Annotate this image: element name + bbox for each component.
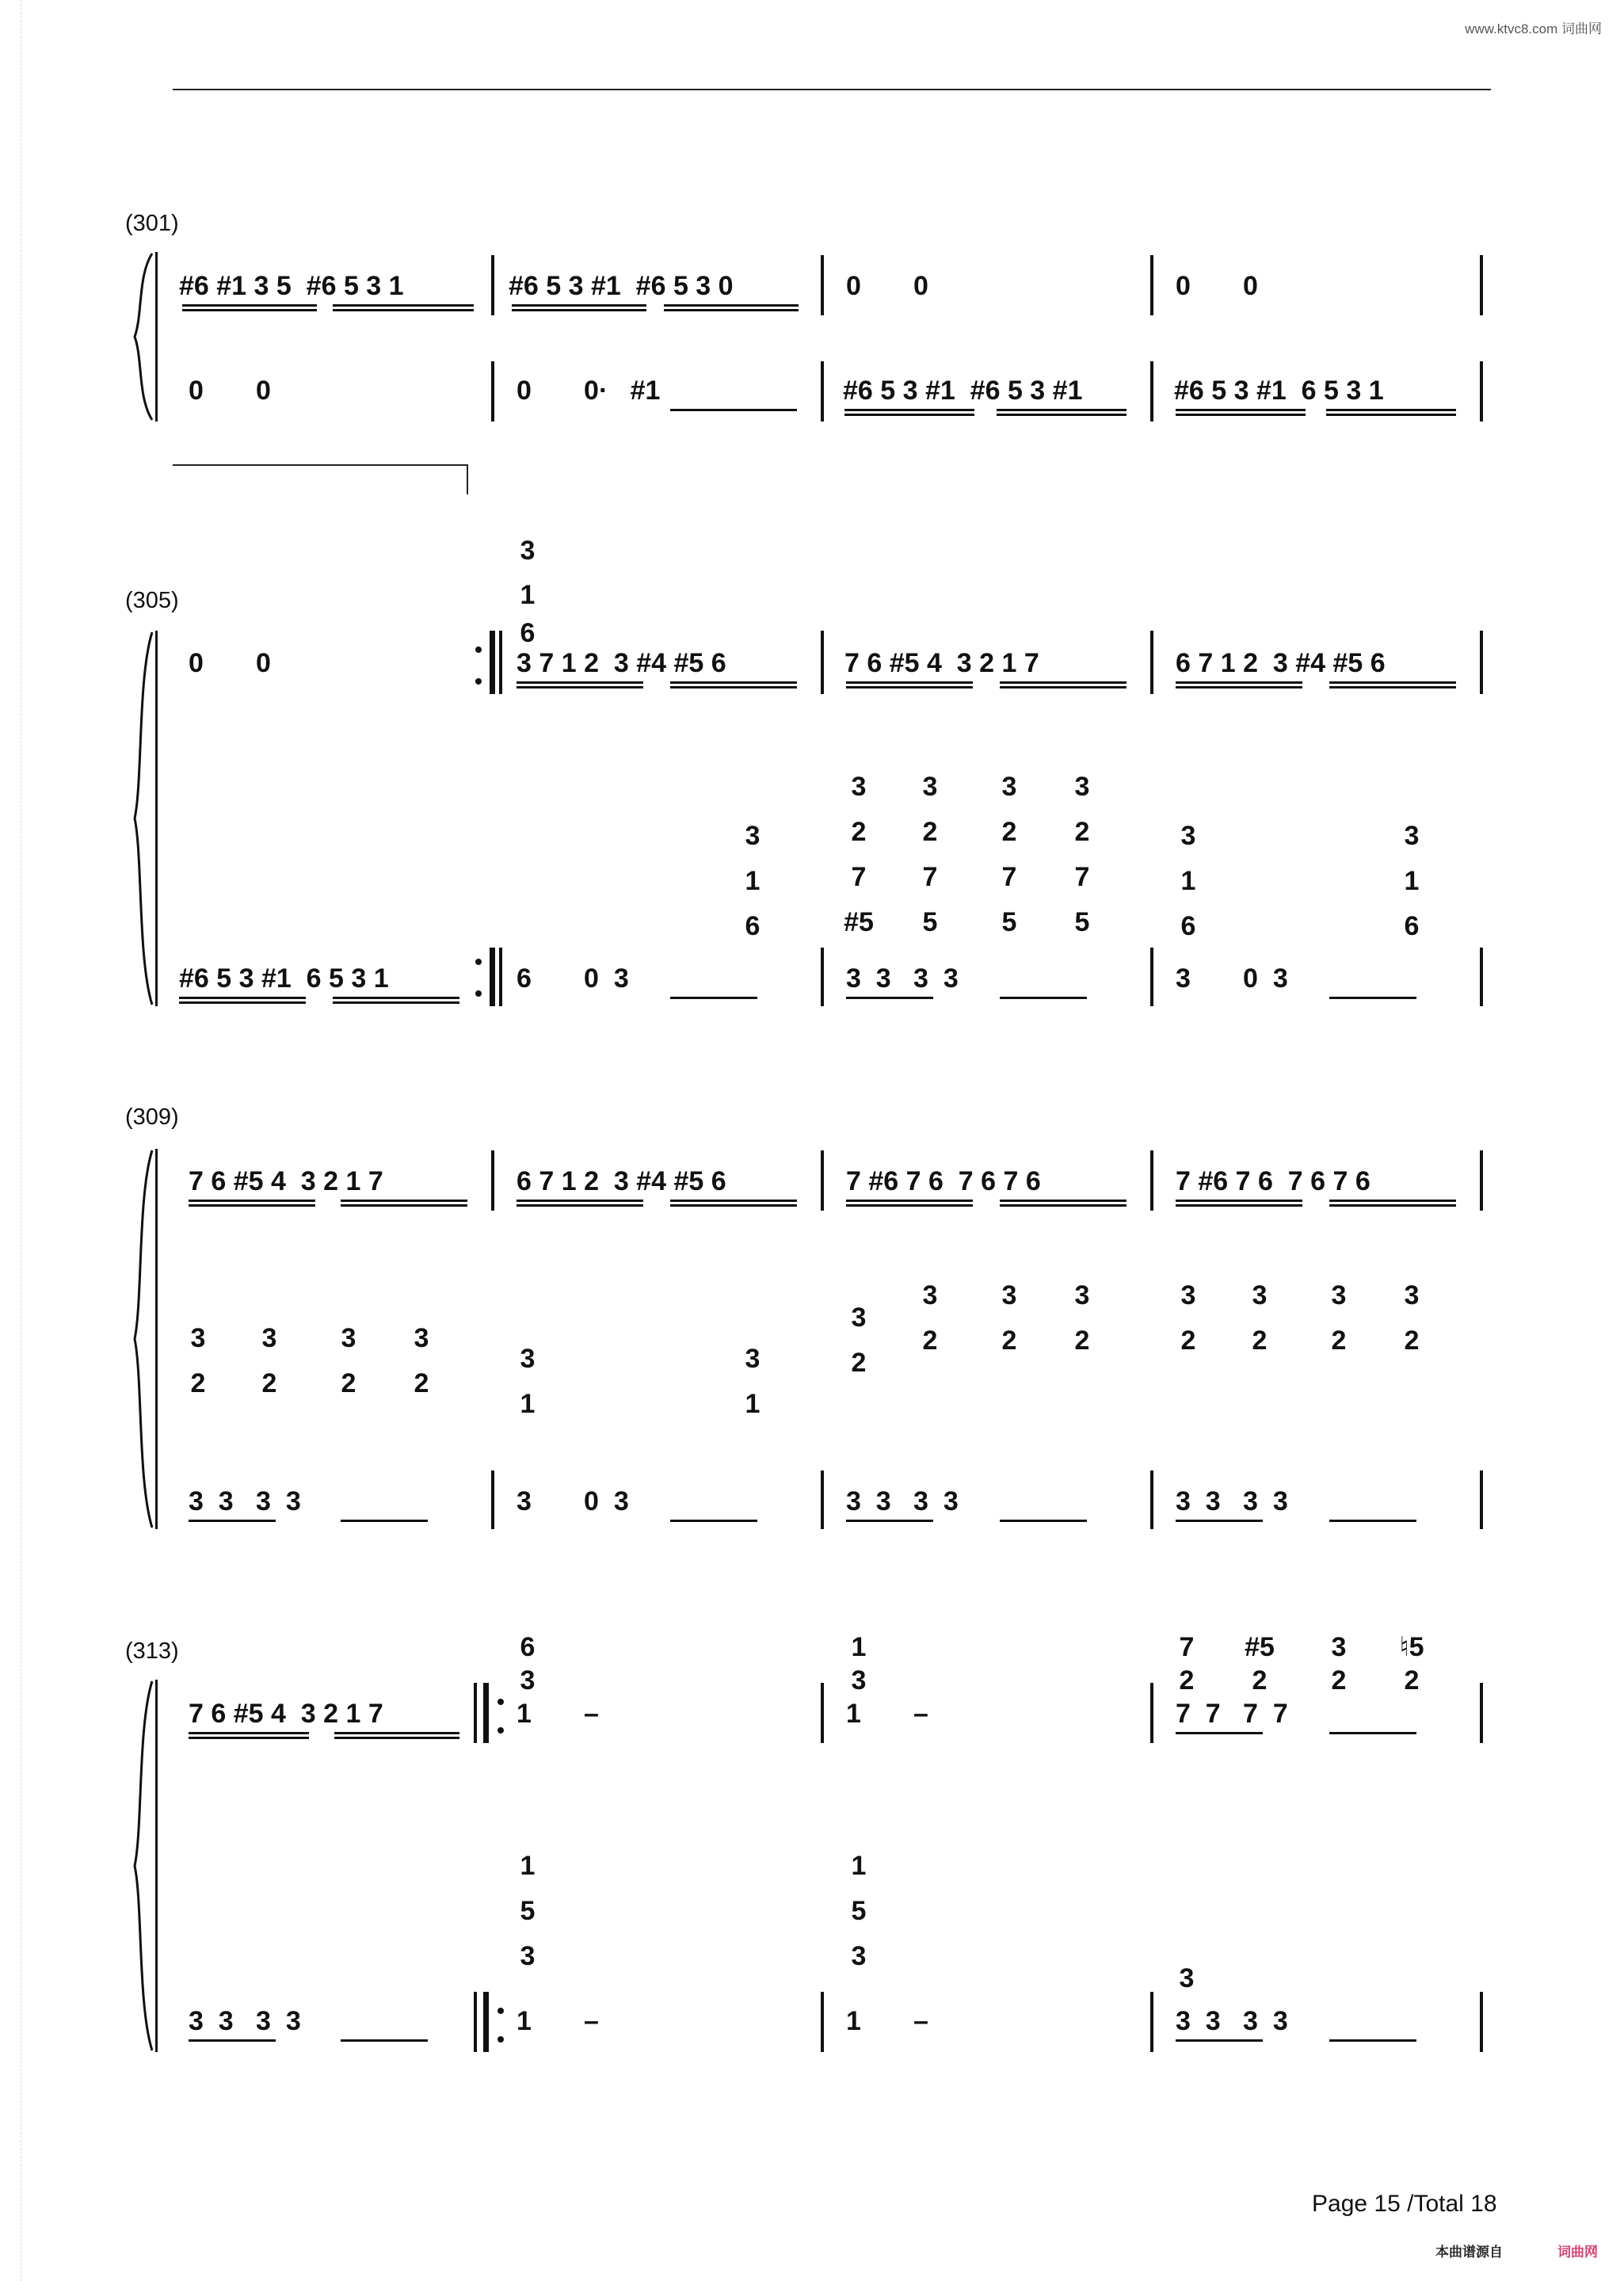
repeat-start-barline	[483, 1683, 489, 1743]
lower-measure-304: #6 5 3 #1 6 5 3 1	[1174, 376, 1384, 406]
lower-chord: 3 2 7 5	[1001, 772, 1017, 937]
beam	[517, 1204, 643, 1207]
barline	[1150, 1470, 1153, 1529]
system-brace	[132, 1149, 155, 1529]
beam	[1176, 1200, 1302, 1202]
barline	[1150, 361, 1153, 421]
beam	[333, 304, 474, 307]
upper-measure-312: 7 #6 7 6 7 6 7 6	[1176, 1166, 1370, 1196]
system-brace	[132, 631, 155, 1006]
lower-chord: 3 2	[1404, 1280, 1420, 1356]
lower-measure-305: #6 5 3 #1 6 5 3 1	[179, 963, 389, 994]
beam	[1176, 2039, 1263, 2042]
measure-number: (309)	[125, 1104, 179, 1130]
source-brand-logo: 词曲网	[1557, 2245, 1598, 2260]
barline	[1480, 255, 1483, 315]
beam	[189, 1732, 309, 1734]
beam	[846, 1520, 933, 1522]
barline	[1150, 1150, 1153, 1211]
upper-chord: 7 2	[1179, 1632, 1195, 1695]
barline	[1150, 631, 1153, 694]
barline	[821, 1470, 824, 1529]
upper-measure-306: 3 7 1 2 3 #4 #5 6	[517, 648, 726, 678]
beam	[1329, 681, 1456, 684]
beam	[1000, 997, 1087, 999]
lower-measure-308: 3 0 3	[1176, 963, 1288, 994]
beam	[341, 2039, 428, 2042]
repeat-dot	[475, 959, 482, 965]
beam	[1329, 997, 1416, 999]
repeat-dot	[475, 678, 482, 685]
barline	[474, 1683, 477, 1743]
barline	[1480, 948, 1483, 1006]
lower-chord: 3 2	[414, 1323, 429, 1398]
beam	[670, 1200, 797, 1202]
source-note: 本曲谱源自	[1435, 2245, 1503, 2260]
beam	[333, 1001, 459, 1004]
beam	[1326, 409, 1456, 411]
beam	[846, 1204, 973, 1207]
beam	[512, 309, 646, 311]
barline	[491, 255, 494, 315]
upper-chord: 3 2	[1331, 1632, 1347, 1695]
lower-measure-307: 3 3 3 3	[846, 963, 959, 994]
beam	[1000, 681, 1127, 684]
barline	[1480, 1150, 1483, 1211]
lower-chord: 3 2	[190, 1323, 206, 1398]
upper-measure-303: 0 0	[846, 271, 928, 301]
barline	[1150, 1683, 1153, 1743]
barline	[1480, 1470, 1483, 1529]
repeat-dot	[497, 2036, 504, 2043]
lower-measure-302: 0 0· #1	[517, 376, 661, 406]
lower-measure-301: 0 0	[189, 376, 271, 406]
beam	[670, 409, 797, 411]
top-rule	[173, 89, 1491, 90]
beam	[182, 304, 317, 307]
beam	[1000, 1200, 1127, 1202]
beam	[334, 1737, 459, 1739]
repeat-dot	[475, 990, 482, 997]
beam	[664, 304, 799, 307]
lower-chord: 3	[1179, 1963, 1195, 1993]
beam	[670, 681, 797, 684]
barline	[821, 361, 824, 421]
upper-measure-315: 1 –	[846, 1699, 928, 1729]
barline	[821, 1683, 824, 1743]
system-brace	[132, 1680, 155, 2052]
measure-number: (305)	[125, 588, 179, 613]
beam	[189, 1737, 309, 1739]
beam	[846, 681, 973, 684]
beam	[1176, 414, 1306, 416]
lower-chord: 1 5 3	[851, 1851, 867, 1971]
beam	[664, 309, 799, 311]
measure-number: (301)	[125, 211, 179, 236]
barline	[1150, 255, 1153, 315]
lower-chord: 3 2	[1074, 1280, 1090, 1356]
upper-measure-314: 1 –	[517, 1699, 599, 1729]
beam	[179, 997, 306, 999]
barline	[491, 1150, 494, 1211]
beam	[182, 309, 317, 311]
lower-measure-311: 3 3 3 3	[846, 1486, 959, 1516]
measure-number: (313)	[125, 1638, 179, 1664]
repeat-dot	[475, 647, 482, 653]
barline	[1150, 1992, 1153, 2052]
beam	[333, 997, 459, 999]
page-edge-strip	[0, 0, 21, 2281]
upper-chord-305: 3 1 6	[520, 536, 536, 648]
beam	[670, 997, 757, 999]
lower-measure-306: 6 0 3	[517, 963, 629, 994]
barline	[1480, 1683, 1483, 1743]
beam	[1000, 1520, 1087, 1522]
lower-chord: 3 1	[745, 1344, 761, 1419]
page-footer: Page 15 /Total 18	[1312, 2191, 1497, 2217]
beam	[517, 1200, 643, 1202]
beam	[670, 1204, 797, 1207]
upper-measure-305: 0 0	[189, 648, 271, 678]
beam	[1176, 686, 1302, 688]
barline	[1150, 948, 1153, 1006]
beam	[1329, 1200, 1456, 1202]
beam	[846, 997, 933, 999]
beam	[1326, 414, 1456, 416]
lower-chord: 3 2	[922, 1280, 938, 1356]
site-watermark: www.ktvc8.com 词曲网	[1465, 21, 1602, 36]
lower-measure-316: 3 3 3 3	[1176, 2006, 1288, 2036]
lower-measure-312: 3 3 3 3	[1176, 1486, 1288, 1516]
beam	[341, 1520, 428, 1522]
upper-measure-310: 6 7 1 2 3 #4 #5 6	[517, 1166, 726, 1196]
beam	[341, 1200, 467, 1202]
lower-chord: 3 1	[520, 1344, 536, 1419]
upper-measure-309: 7 6 #5 4 3 2 1 7	[189, 1166, 383, 1196]
repeat-dot	[497, 1699, 504, 1705]
volta-bracket	[173, 464, 467, 466]
beam	[1329, 1520, 1416, 1522]
beam	[189, 1200, 315, 1202]
beam	[1329, 2039, 1416, 2042]
beam	[512, 304, 646, 307]
lower-chord: 3 2	[341, 1323, 356, 1398]
beam	[1329, 1732, 1416, 1734]
beam	[189, 1204, 315, 1207]
system-brace	[132, 252, 155, 421]
lower-measure-310: 3 0 3	[517, 1486, 629, 1516]
beam	[846, 686, 973, 688]
beam	[997, 414, 1127, 416]
upper-chord: 6 3	[520, 1632, 536, 1695]
barline	[821, 631, 824, 694]
beam	[189, 2039, 276, 2042]
beam	[341, 1204, 467, 1207]
lower-measure-315: 1 –	[846, 2006, 928, 2036]
lower-chord: 3 1 6	[1404, 821, 1420, 941]
beam	[517, 686, 643, 688]
barline	[821, 1150, 824, 1211]
lower-chord: 3 1 6	[745, 821, 761, 941]
beam	[1000, 686, 1127, 688]
beam	[333, 309, 474, 311]
lower-measure-313: 3 3 3 3	[189, 2006, 301, 2036]
lower-measure-314: 1 –	[517, 2006, 599, 2036]
upper-chord: 1 3	[851, 1632, 867, 1695]
upper-measure-311: 7 #6 7 6 7 6 7 6	[846, 1166, 1041, 1196]
beam	[844, 409, 974, 411]
beam	[1000, 1204, 1127, 1207]
volta-bracket-end	[467, 464, 468, 494]
system-line	[155, 631, 158, 1006]
lower-chord: 3 2	[1180, 1280, 1196, 1356]
lower-chord: 3 1 6	[1180, 821, 1196, 941]
beam	[844, 414, 974, 416]
beam	[1176, 1204, 1302, 1207]
upper-measure-313: 7 6 #5 4 3 2 1 7	[189, 1699, 383, 1729]
repeat-end-barline	[490, 631, 495, 694]
beam	[517, 681, 643, 684]
beam	[1329, 686, 1456, 688]
barline	[474, 1992, 477, 2052]
barline	[821, 1992, 824, 2052]
lower-chord: 3 2	[1001, 1280, 1017, 1356]
lower-chord: 3 2 7 5	[922, 772, 938, 937]
lower-chord: 3 2	[1252, 1280, 1268, 1356]
upper-measure-302: #6 5 3 #1 #6 5 3 0	[509, 271, 734, 301]
lower-chord: 3 2 7 5	[1074, 772, 1090, 937]
lower-measure-303: #6 5 3 #1 #6 5 3 #1	[843, 376, 1083, 406]
beam	[1329, 1204, 1456, 1207]
upper-measure-307: 7 6 #5 4 3 2 1 7	[844, 648, 1039, 678]
beam	[334, 1732, 459, 1734]
repeat-dot	[497, 2008, 504, 2014]
beam	[189, 1520, 276, 1522]
beam	[846, 1200, 973, 1202]
beam	[670, 686, 797, 688]
beam	[1176, 681, 1302, 684]
upper-measure-316: 7 7 7 7	[1176, 1699, 1288, 1729]
beam	[1176, 409, 1306, 411]
barline	[499, 631, 502, 694]
barline	[499, 948, 502, 1006]
system-line	[155, 1680, 158, 2052]
repeat-start-barline	[483, 1992, 489, 2052]
barline	[1480, 1992, 1483, 2052]
system-line	[155, 252, 158, 421]
barline	[1480, 361, 1483, 421]
upper-chord: ♮5 2	[1399, 1632, 1424, 1695]
lower-chord: 3 2	[1331, 1280, 1347, 1356]
repeat-dot	[497, 1727, 504, 1734]
repeat-end-barline	[490, 948, 495, 1006]
upper-measure-308: 6 7 1 2 3 #4 #5 6	[1176, 648, 1386, 678]
lower-chord: 3 2	[261, 1323, 277, 1398]
barline	[491, 361, 494, 421]
barline	[491, 1470, 494, 1529]
upper-chord: #5 2	[1245, 1632, 1275, 1695]
barline	[821, 948, 824, 1006]
lower-chord: 3 2	[851, 1303, 867, 1378]
beam	[1176, 1520, 1263, 1522]
system-line	[155, 1149, 158, 1529]
barline	[821, 255, 824, 315]
upper-measure-301: #6 #1 3 5 #6 5 3 1	[179, 271, 404, 301]
lower-chord: 3 2 7 #5	[844, 772, 874, 937]
beam	[997, 409, 1127, 411]
beam	[1176, 1732, 1263, 1734]
upper-measure-304: 0 0	[1176, 271, 1258, 301]
lower-chord: 1 5 3	[520, 1851, 536, 1971]
barline	[1480, 631, 1483, 694]
lower-measure-309: 3 3 3 3	[189, 1486, 301, 1516]
beam	[179, 1001, 306, 1004]
beam	[670, 1520, 757, 1522]
